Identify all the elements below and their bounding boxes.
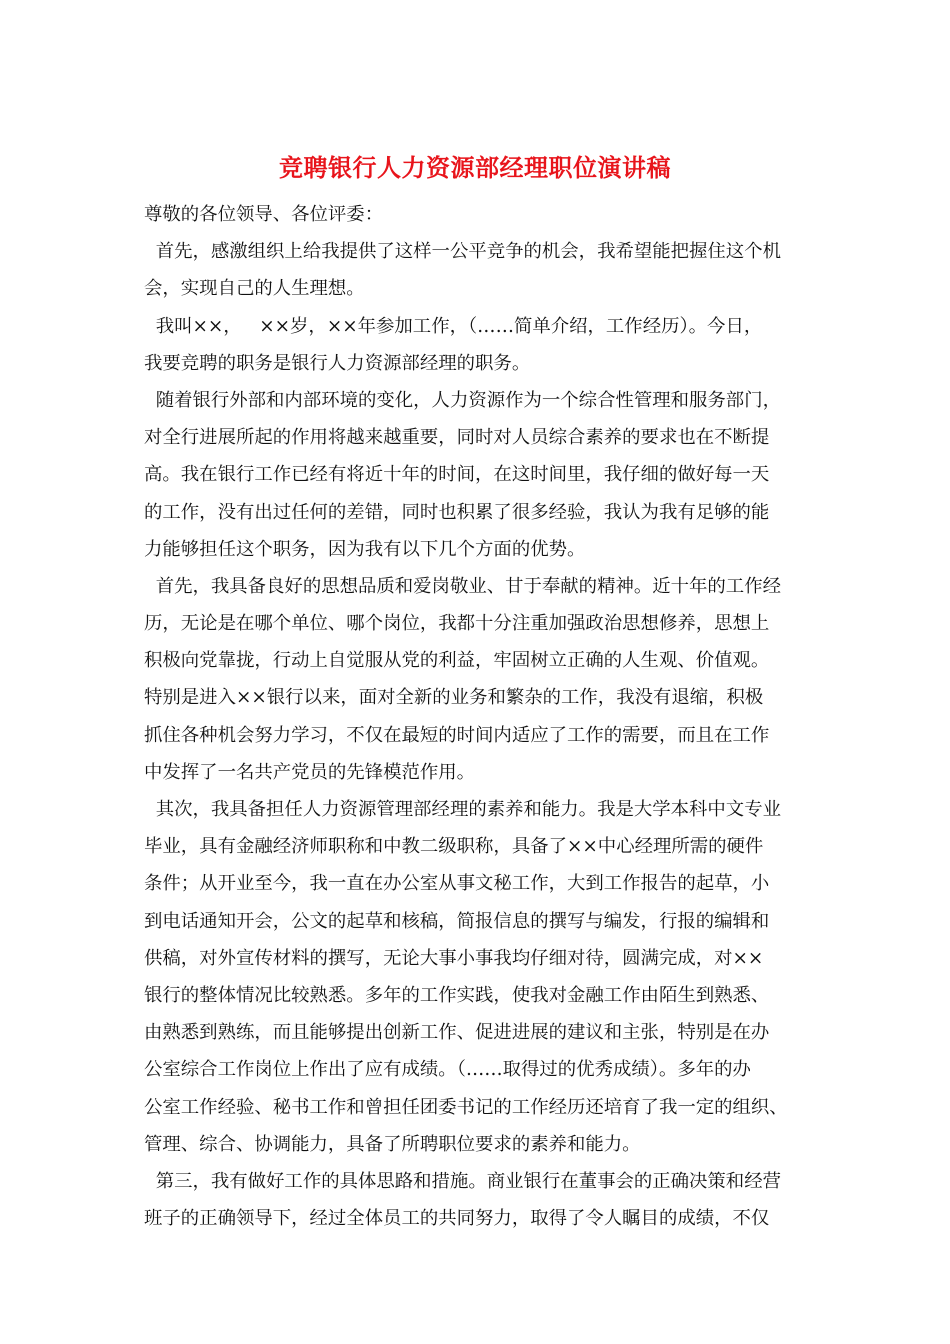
text-line: 会，实现自己的人生理想。 (144, 278, 365, 300)
text-line: 管理、综合、协调能力，具备了所聘职位要求的素养和能力。 (144, 1133, 641, 1155)
text-line: 特别是进入××银行以来，面对全新的业务和繁杂的工作，我没有退缩，积极 (144, 687, 764, 709)
text-line: 尊敬的各位领导、各位评委： (144, 204, 384, 225)
text-line: 银行的整体情况比较熟悉。多年的工作实践，使我对金融工作由陌生到熟悉、 (144, 984, 770, 1006)
text-line: 毕业，具有金融经济师职称和中教二级职称，具备了××中心经理所需的硬件 (144, 836, 764, 858)
text-line: 对全行进展所起的作用将越来越重要，同时对人员综合素养的要求也在不断提 (144, 427, 770, 449)
text-line: 我叫××， ××岁，××年参加工作，（……简单介绍，工作经历）。今日， (144, 315, 763, 337)
text-line: 的工作，没有出过任何的差错，同时也积累了很多经验，我认为我有足够的能 (144, 501, 770, 523)
text-line: 高。我在银行工作已经有将近十年的时间，在这时间里，我仔细的做好每一天 (144, 464, 770, 486)
text-line: 随着银行外部和内部环境的变化，人力资源作为一个综合性管理和服务部门， (144, 389, 781, 411)
text-line: 公室综合工作岗位上作出了应有成绩。（……取得过的优秀成绩）。多年的办 (144, 1059, 751, 1081)
text-line: 积极向党靠拢，行动上自觉服从党的利益，牢固树立正确的人生观、价值观。 (144, 650, 770, 672)
text-line: 供稿，对外宣传材料的撰写，无论大事小事我均仔细对待，圆满完成，对×× (144, 947, 764, 969)
text-line: 公室工作经验、秘书工作和曾担任团委书记的工作经历还培育了我一定的组织、 (144, 1096, 788, 1118)
text-line: 历，无论是在哪个单位、哪个岗位，我都十分注重加强政治思想修养，思想上 (144, 613, 770, 635)
text-line: 我要竞聘的职务是银行人力资源部经理的职务。 (144, 352, 531, 374)
text-line: 其次，我具备担任人力资源管理部经理的素养和能力。我是大学本科中文专业 (144, 799, 781, 820)
text-line: 力能够担任这个职务，因为我有以下几个方面的优势。 (144, 538, 586, 560)
text-line: 条件；从开业至今，我一直在办公室从事文秘工作，大到工作报告的起草，小 (144, 873, 770, 895)
text-line: 中发挥了一名共产党员的先锋模范作用。 (144, 761, 476, 783)
document-body (144, 196, 820, 1237)
text-line: 到电话通知开会，公文的起草和核稿，简报信息的撰写与编发，行报的编辑和 (144, 910, 770, 932)
text-line: 第三，我有做好工作的具体思路和措施。商业银行在董事会的正确决策和经营 (144, 1170, 781, 1192)
text-line: 班子的正确领导下，经过全体员工的共同努力，取得了令人瞩目的成绩，不仅 (144, 1208, 770, 1230)
text-line: 抓住各种机会努力学习，不仅在最短的时间内适应了工作的需要，而且在工作 (144, 724, 770, 746)
text-line: 首先，我具备良好的思想品质和爱岗敬业、甘于奉献的精神。近十年的工作经 (144, 575, 781, 597)
text-line: 由熟悉到熟练，而且能够提出创新工作、促进进展的建议和主张，特别是在办 (144, 1022, 770, 1044)
text-line: 首先，感激组织上给我提供了这样一公平竞争的机会，我希望能把握住这个机 (144, 241, 781, 263)
document-title: 竞聘银行人力资源部经理职位演讲稿 (279, 153, 671, 182)
